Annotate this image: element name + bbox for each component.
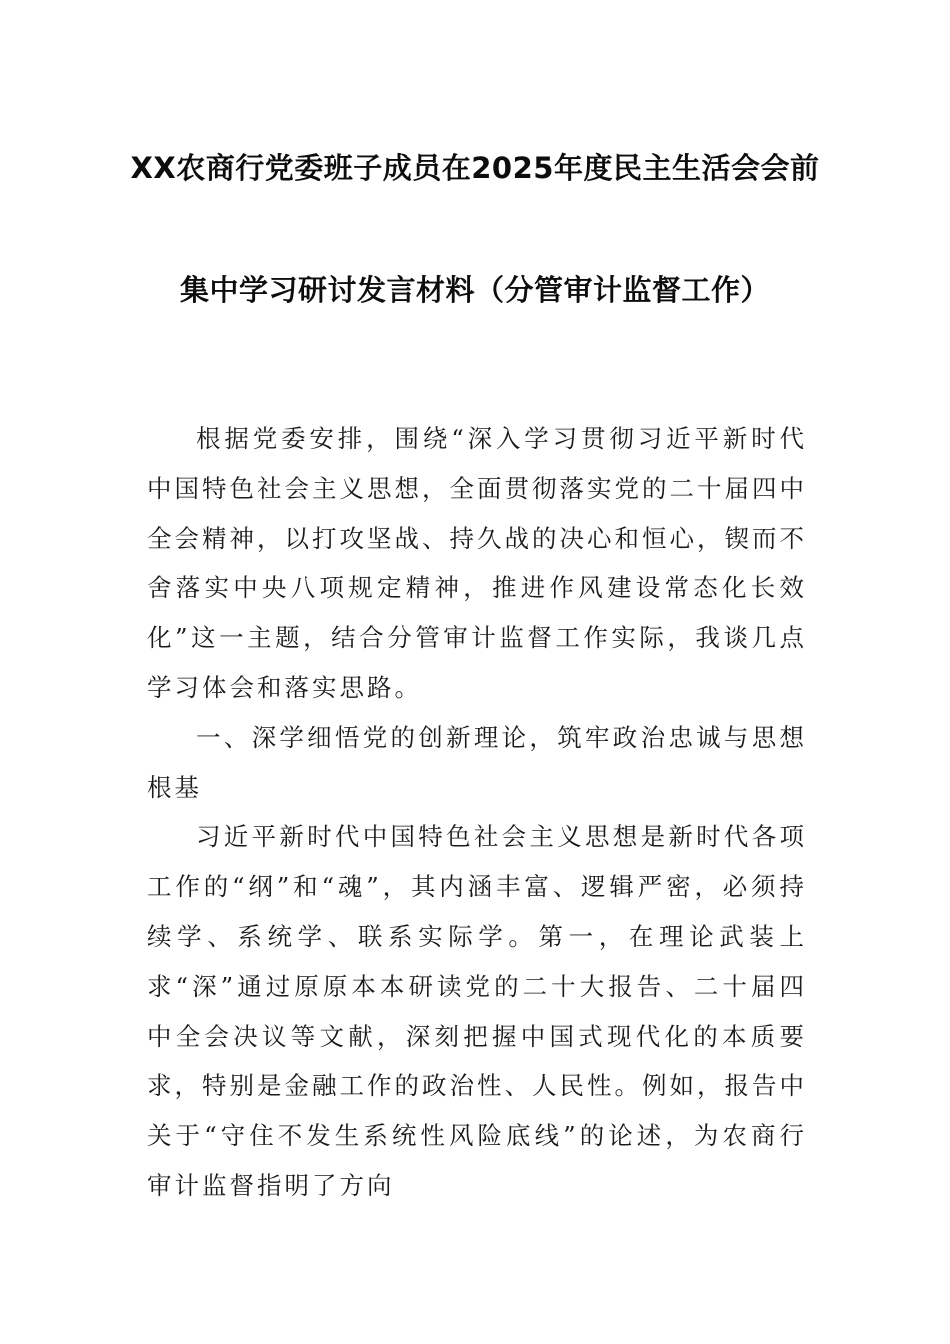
intro-paragraph: 根据党委安排，围绕“深入学习贯彻习近平新时代中国特色社会主义思想，全面贯彻落实党的二十届四中全会精神，以打攻坚战、持久战的决心和恒心，锲而不舍落实中央八项规定精神，推进作风建设常态化长效化”这一主题，结合分管审计监督工作实际，我谈几点学习体会和落实思路。 <box>147 424 807 702</box>
document-body <box>147 414 807 1211</box>
document-title-line-1: XX农商行党委班子成员在2025年度民主生活会会前 <box>130 151 820 185</box>
document-title-line-2: 集中学习研讨发言材料（分管审计监督工作） <box>179 273 770 307</box>
section-heading-1: 一、深学细悟党的创新理论，筑牢政治忠诚与思想根基 <box>147 722 807 802</box>
section-1-paragraph: 习近平新时代中国特色社会主义思想是新时代各项工作的“纲”和“魂”，其内涵丰富、逻辑严密，必须持续学、系统学、联系实际学。第一，在理论武装上求“深”通过原原本本研读党的二十大报告、二十届四中全会决议等文献，深刻把握中国式现代化的本质要求，特别是金融工作的政治性、人民性。例如，报告中关于“守住不发生系统性风险底线”的论述，为农商行审计监督指明了方向 <box>147 822 807 1200</box>
